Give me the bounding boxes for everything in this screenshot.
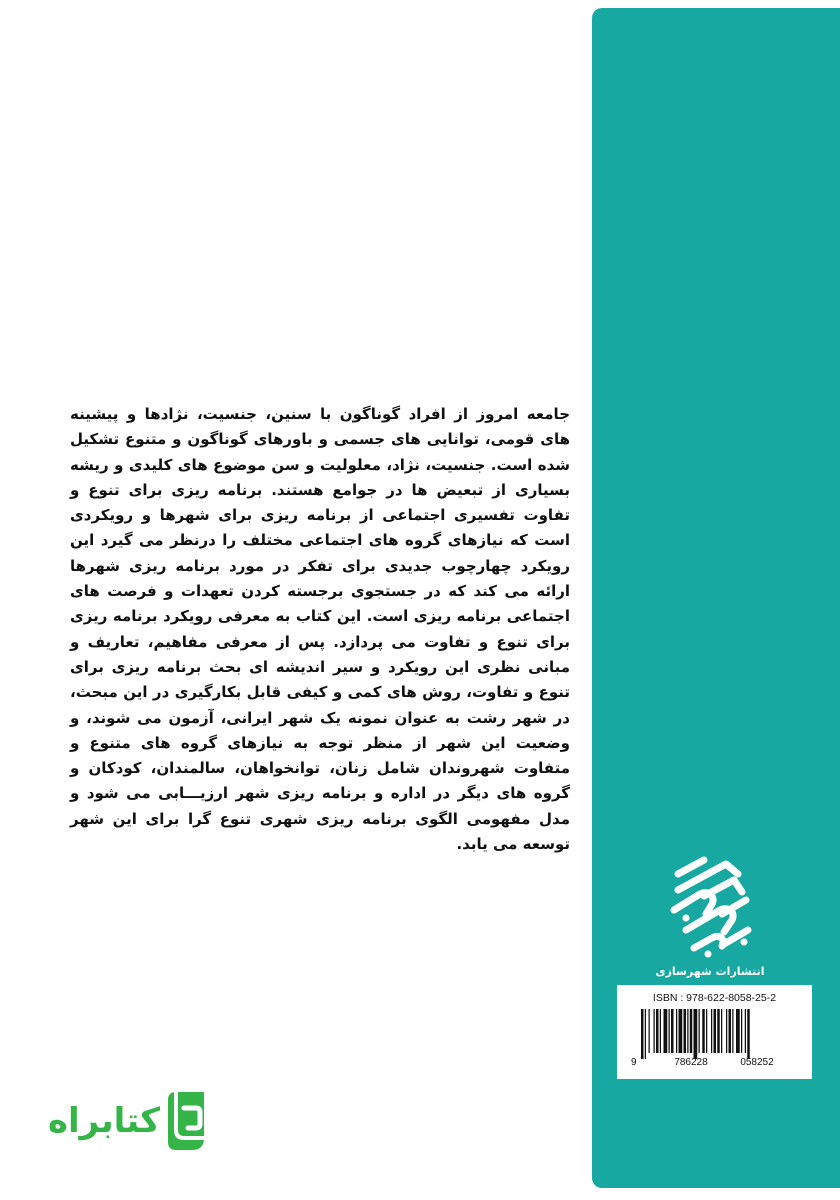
barcode-bar <box>679 1009 683 1053</box>
barcode-group-2: 058252 <box>740 1057 774 1067</box>
barcode-bar <box>745 1009 746 1053</box>
barcode-bar <box>729 1009 732 1053</box>
isbn-label: ISBN : 978-622-8058-25-2 <box>652 992 777 1004</box>
barcode-bar <box>684 1009 687 1053</box>
barcode-bar <box>741 1009 742 1053</box>
barcode-bar <box>660 1009 661 1053</box>
book-icon <box>162 1090 210 1152</box>
barcode-bar <box>711 1009 712 1053</box>
distributor-name: کتابراه <box>47 1101 160 1141</box>
barcode-group-1: 786228 <box>674 1057 708 1067</box>
barcode-bar <box>641 1009 644 1059</box>
barcode-bar <box>645 1009 646 1059</box>
barcode-left-digit: 9 <box>631 1057 637 1067</box>
book-description: جامعه امروز از افراد گوناگون با سنین، جنسیت، نژادها و پیشینه های قومی، توانایی های جسمی و باورهای گوناگون و متنوع تشکیل شده است. جنسیت، نژاد، معلولیت و سن موضوع های کلیدی و ریشه بسیاری از تبعیض ها در جوامع هستند. برنامه ریزی برای تنوع و تفاوت تفسیری اجتماعی از برنامه ریزی برای شهرها و رویکردی است که نیازهای گروه های اجتماعی مختلف را درنظر می گیرد این رویکرد چهارچوب جدیدی برای تفکر در مورد برنامه ریزی شهرها ارائه می کند که در جستجوی برجسته کردن تعهدات و فرصت های اجتماعی برنامه ریزی است. این کتاب به معرفی رویکرد برنامه ریزی برای تنوع و تفاوت می پردازد. پس از معرفی مفاهیم، تعاریف و مبانی نظری این رویکرد و سیر اندیشه ای بحث برنامه ریزی برای تنوع و تفاوت، روش های کمی و کیفی قابل بکارگیری در این مبحث، در شهر رشت به عنوان نمونه یک شهر ایرانی، آزمون می شوند، و وضعیت این شهر از منظر توجه به نیازهای گروه های متنوع و متفاوت شهروندان شامل زنان، توانخواهان، سالمندان، کودکان و گروه های دیگر در اداره و برنامه ریزی شهر ارزیـــابی می شود و مدل مفهومی الگوی برنامه ریزی شهری تنوع گرا برای این شهر توسعه می یابد. <box>70 405 570 854</box>
distributor-logo <box>40 1090 210 1160</box>
barcode-bar <box>654 1009 655 1053</box>
barcode-bar <box>664 1009 668 1053</box>
publisher-name: انتشارات شهرسازی <box>655 965 765 978</box>
barcode-bar <box>747 1009 750 1059</box>
barcode-bar <box>726 1009 727 1053</box>
barcode-bar <box>669 1009 670 1053</box>
barcode-bar <box>694 1009 698 1059</box>
barcode <box>629 1009 805 1067</box>
barcode-bar <box>721 1009 722 1053</box>
barcode-bar <box>736 1009 740 1053</box>
barcode-bar <box>706 1009 707 1053</box>
barcode-bar <box>690 1009 693 1053</box>
barcode-bar <box>649 1009 650 1053</box>
barcode-bar <box>702 1009 705 1053</box>
barcode-bar <box>714 1009 717 1053</box>
barcode-bar <box>717 1009 720 1053</box>
barcode-bar <box>671 1009 674 1053</box>
barcode-bar <box>676 1009 677 1053</box>
isbn-barcode-box <box>617 985 812 1079</box>
barcode-bar <box>699 1009 700 1053</box>
publisher-logo-icon <box>664 852 756 962</box>
barcode-bar <box>656 1009 659 1053</box>
barcode-bar <box>732 1009 733 1053</box>
barcode-bar <box>687 1009 688 1053</box>
